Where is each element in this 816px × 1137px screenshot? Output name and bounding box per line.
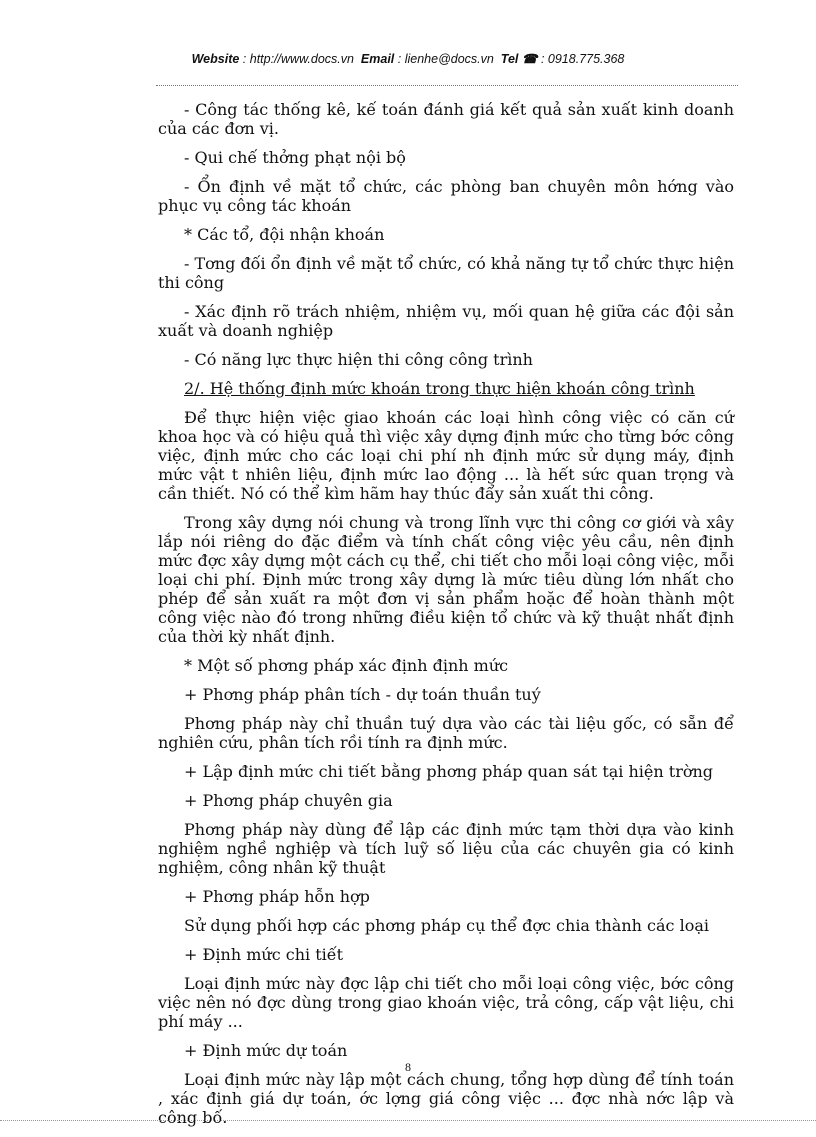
paragraph: Để thực hiện việc giao khoán các loại hình công việc có căn cứ khoa học và có hiệu quả thì việc xây dựng định mức cho từng bớc công việc, định mức cho các loại chi phí nh định mức sử dụng máy, định mức vật t nhiên liệu, định mức lao động ... là hết sức quan trọng và cần thiết. Nó có thể kìm hãm hay thúc đẩy sản xuất thi công.: [158, 408, 734, 503]
paragraph: - Công tác thống kê, kế toán đánh giá kết quả sản xuất kinh doanh của các đơn vị.: [158, 100, 734, 138]
header-divider: [156, 85, 738, 86]
footer-divider: [0, 1120, 816, 1121]
page-number: 8: [405, 1060, 411, 1074]
paragraph: Phơng pháp này chỉ thuần tuý dựa vào các tài liệu gốc, có sẵn để nghiên cứu, phân tích rồi tính ra định mức.: [158, 714, 734, 752]
page-header: [0, 51, 816, 66]
paragraph: - Xác định rõ trách nhiệm, nhiệm vụ, mối quan hệ giữa các đội sản xuất và doanh nghiệp: [158, 302, 734, 340]
paragraph: - Qui chế thởng phạt nội bộ: [184, 148, 406, 167]
paragraph: Loại định mức này lập một cách chung, tổng hợp dùng để tính toán , xác định giá dự toán, ớc lợng giá công việc ... đợc nhà nớc lập và công bố.: [158, 1070, 734, 1127]
paragraph: + Phơng pháp hỗn hợp: [184, 887, 370, 906]
paragraph: + Định mức dự toán: [184, 1041, 348, 1060]
paragraph: * Một số phơng pháp xác định định mức: [184, 656, 509, 675]
paragraph: - Tơng đối ổn định về mặt tổ chức, có khả năng tự tổ chức thực hiện thi công: [158, 254, 734, 292]
tel-value: : 0918.775.368: [540, 52, 625, 66]
paragraph: Loại định mức này đợc lập chi tiết cho mỗi loại công việc, bớc công việc nên nó đợc dùng trong giao khoán việc, trả công, cấp vật liệu, chi phí máy ...: [158, 974, 734, 1031]
paragraph: - Ổn định về mặt tổ chức, các phòng ban chuyên môn hớng vào phục vụ công tác khoán: [158, 177, 734, 215]
paragraph: * Các tổ, đội nhận khoán: [184, 225, 385, 244]
paragraph: + Định mức chi tiết: [184, 945, 344, 964]
paragraph: Trong xây dựng nói chung và trong lĩnh vực thi công cơ giới và xây lắp nói riêng do đặc điểm và tính chất công việc yêu cầu, nên định mức đợc xây dựng một cách cụ thể, chi tiết cho mỗi loại công việc, mỗi loại chi phí. Định mức trong xây dựng là mức tiêu dùng lớn nhất cho phép để sản xuất ra một đơn vị sản phẩm hoặc để hoàn thành một công việc nào đó trong những điều kiện tổ chức và kỹ thuật nhất định của thời kỳ nhất định.: [158, 513, 734, 646]
section-heading: 2/. Hệ thống định mức khoán trong thực hiện khoán công trình: [184, 379, 695, 398]
email-label: Email: [360, 52, 395, 66]
paragraph: + Phơng pháp chuyên gia: [184, 791, 393, 810]
tel-label: Tel: [500, 52, 519, 66]
paragraph: Phơng pháp này dùng để lập các định mức tạm thời dựa vào kinh nghiệm nghề nghiệp và tích luỹ số liệu của các chuyên gia có kinh nghiệm, công nhân kỹ thuật: [158, 820, 734, 877]
website-label: Website: [191, 52, 240, 66]
document-body: [158, 100, 734, 1137]
paragraph: Sử dụng phối hợp các phơng pháp cụ thể đợc chia thành các loại: [184, 916, 709, 935]
phone-icon: ☎: [521, 52, 538, 66]
paragraph: + Lập định mức chi tiết bằng phơng pháp quan sát tại hiện trờng: [184, 762, 714, 781]
paragraph: - Có năng lực thực hiện thi công công trình: [184, 350, 533, 369]
email-value: : lienhe@docs.vn: [397, 52, 494, 66]
website-value: : http://www.docs.vn: [242, 52, 354, 66]
paragraph: + Phơng pháp phân tích - dự toán thuần tuý: [184, 685, 541, 704]
